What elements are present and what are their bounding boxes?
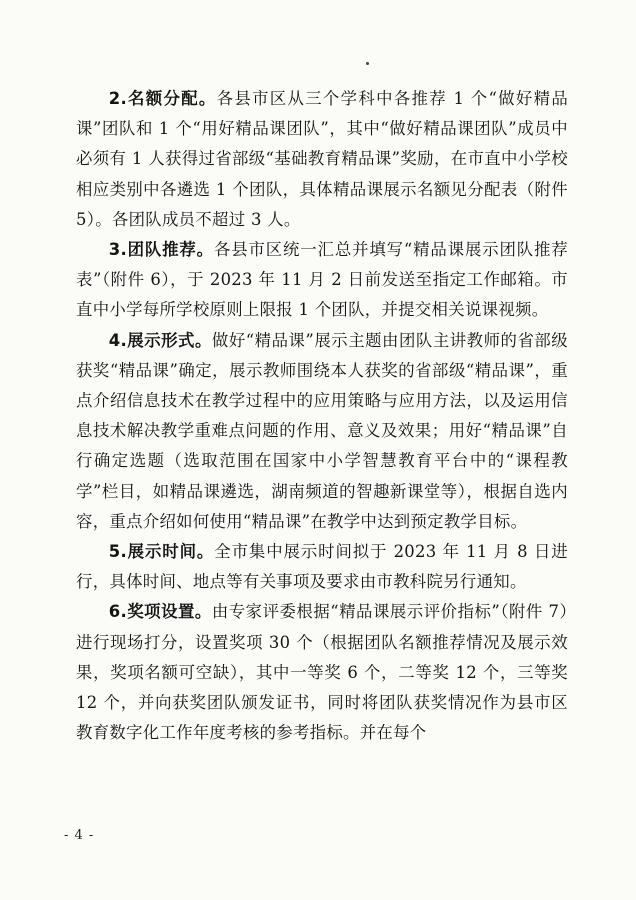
paragraph-heading: 2.名额分配。 <box>108 89 217 108</box>
paragraph-text: 做好“精品课”展示主题由团队主讲教师的省部级获奖“精品课”确定，展示教师围绕本人获奖的省部级“精品课”，重点介绍信息技术在教学过程中的应用策略与应用方法，以及运用信息技术解决教学重难点问题的作用、意义及效果；用好“精品课”自行确定选题（选取范围在国家中小学智慧教育平台中的“课程教学”栏目，如精品课遴选，湖南频道的智趣新课堂等），根据自选内容，重点介绍如何使用“精品课”在教学中达到预定教学目标。 <box>76 330 568 531</box>
paragraph-heading: 3.团队推荐。 <box>108 240 214 260</box>
paragraph-presentation-format <box>76 326 568 537</box>
paragraph-team-recommendation <box>76 235 568 326</box>
paragraph-heading: 5.展示时间。 <box>108 542 215 562</box>
paragraph-heading: 4.展示形式。 <box>108 330 212 350</box>
paragraph-presentation-time <box>76 537 568 597</box>
paragraph-quota-allocation <box>76 84 568 235</box>
paragraph-text: 全市集中展示时间拟于 2023 年 11 月 8 日进行，具体时间、地点等有关事项及要求由市教科院另行通知。 <box>76 542 568 592</box>
paragraph-award-settings <box>76 597 568 748</box>
page-number: - 4 - <box>64 828 95 843</box>
scan-mark <box>366 62 369 65</box>
paragraph-text: 各县市区统一汇总并填写“精品课展示团队推荐表”（附件 6），于 2023 年 11 月 2 日前发送至指定工作邮箱。市直中小学每所学校原则上限报 1 个团队，并提交相关说课视频。 <box>76 240 568 320</box>
paragraph-text: 各县市区从三个学科中各推荐 1 个“做好精品课”团队和 1 个“用好精品课团队”，其中“做好精品课团队”成员中必须有 1 人获得过省部级“基础教育精品课”奖励，在市直中小学校相应类别中各遴选 1 个团队，具体精品课展示名额见分配表（附件 5）。各团队成员不超过 3 人。 <box>76 89 569 229</box>
paragraph-heading: 6.奖项设置。 <box>108 602 212 622</box>
paragraph-text: 由专家评委根据“精品课展示评价指标”（附件 7）进行现场打分，设置奖项 30 个（根据团队名额推荐情况及展示效果，奖项名额可空缺），其中一等奖 6 个，二等奖 12 个，三等奖 12 个，并向获奖团队颁发证书，同时将团队获奖情况作为县市区教育数字化工作年度考核的参考指标。并在每个 <box>76 602 568 743</box>
document-body <box>76 84 568 748</box>
